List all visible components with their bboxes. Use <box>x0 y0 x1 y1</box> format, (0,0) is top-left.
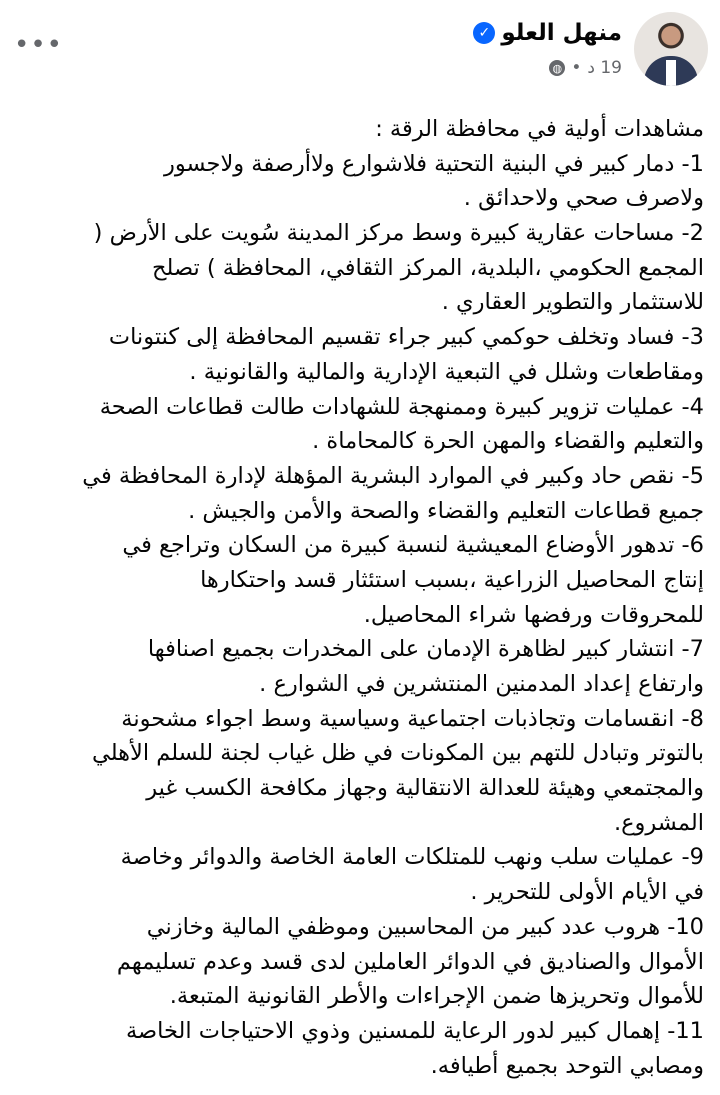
more-options-button[interactable]: ••• <box>14 30 64 60</box>
post-text-line: ومقاطعات وشلل في التبعية الإدارية والمالية والقانونية . <box>189 358 704 385</box>
post-header <box>0 10 720 90</box>
post-text-line: 5- نقص حاد وكبير في الموارد البشرية المؤهلة لإدارة المحافظة في <box>82 462 704 489</box>
post-text-line: الأموال والصناديق في الدوائر العاملين لدى قسد وعدم تسليمهم <box>116 948 704 975</box>
globe-icon[interactable]: ◍ <box>549 60 565 76</box>
post-text-line: المجمع الحكومي ،البلدية، المركز الثقافي، المحافظة ) تصلح <box>151 254 704 281</box>
author-name[interactable]: منهل العلو <box>501 20 622 46</box>
post-text-line: والتعليم والقضاء والمهن الحرة كالمحاماة . <box>312 428 704 455</box>
author-avatar[interactable] <box>634 12 708 86</box>
post-text-line: 3- فساد وتخلف حوكمي كبير جراء تقسيم المحافظة إلى كنتونات <box>108 324 704 351</box>
avatar-shirt <box>666 60 676 86</box>
post-text-line: 2- مساحات عقارية كبيرة وسط مركز المدينة سُويت على الأرض ( <box>93 220 704 247</box>
post-text-line: بالتوتر وتبادل للتهم بين المكونات في ظل غياب لجنة للسلم الأهلي <box>91 740 704 767</box>
post-text-line: 1- دمار كبير في البنية التحتية فلاشوارع ولاأرصفة ولاجسور <box>163 150 704 177</box>
post-text-line: 7- انتشار كبير لظاهرة الإدمان على المخدرات بجميع اصنافها <box>147 636 704 663</box>
post-text-line: 6- تدهور الأوضاع المعيشية لنسبة كبيرة من السكان وتراجع في <box>122 532 704 559</box>
post-meta <box>549 58 622 78</box>
verified-check-icon: ✓ <box>473 22 495 44</box>
post-text-line: ومصابي التوحد بجميع أطيافه. <box>430 1052 704 1079</box>
post-text-line: للمحروقات ورفضها شراء المحاصيل. <box>363 601 704 628</box>
post-text-line: إنتاج المحاصيل الزراعية ،بسبب استئثار قسد واحتكارها <box>200 566 704 593</box>
post-body <box>20 112 704 1083</box>
post-text-line: 10- هروب عدد كبير من المحاسبين وموظفي المالية وخازني <box>146 913 704 940</box>
post-text-line: 8- انقسامات وتجاذبات اجتماعية وسياسية وسط اجواء مشحونة <box>121 705 704 732</box>
post-text-line: للاستثمار والتطوير العقاري . <box>441 289 704 316</box>
post-text-line: المشروع. <box>613 809 704 836</box>
author-name-row <box>473 20 622 46</box>
post-text-line: للأموال وتحريزها ضمن الإجراءات والأطر القانونية المتبعة. <box>169 983 704 1010</box>
meta-separator: • <box>571 58 582 78</box>
post-text-line: في الأيام الأولى للتحرير . <box>470 879 704 906</box>
post-time[interactable]: 19 د <box>587 58 622 78</box>
post-text-line: 4- عمليات تزوير كبيرة وممنهجة للشهادات طالت قطاعات الصحة <box>99 393 704 420</box>
post-text-line: والمجتمعي وهيئة للعدالة الانتقالية وجهاز مكافحة الكسب غير <box>146 775 704 802</box>
post-text-line: ولاصرف صحي ولاحدائق . <box>463 185 704 212</box>
post-text-line: جميع قطاعات التعليم والقضاء والصحة والأمن والجيش . <box>188 497 704 524</box>
post-text-line: وارتفاع إعداد المدمنين المنتشرين في الشوارع . <box>259 671 704 697</box>
post-text-line: 11- إهمال كبير لدور الرعاية للمسنين وذوي الاحتياجات الخاصة <box>125 1017 704 1044</box>
post-heading-line: مشاهدات أولية في محافظة الرقة : <box>375 116 704 142</box>
post-text-line: 9- عمليات سلب ونهب للمتلكات العامة الخاصة والدوائر وخاصة <box>120 844 704 871</box>
